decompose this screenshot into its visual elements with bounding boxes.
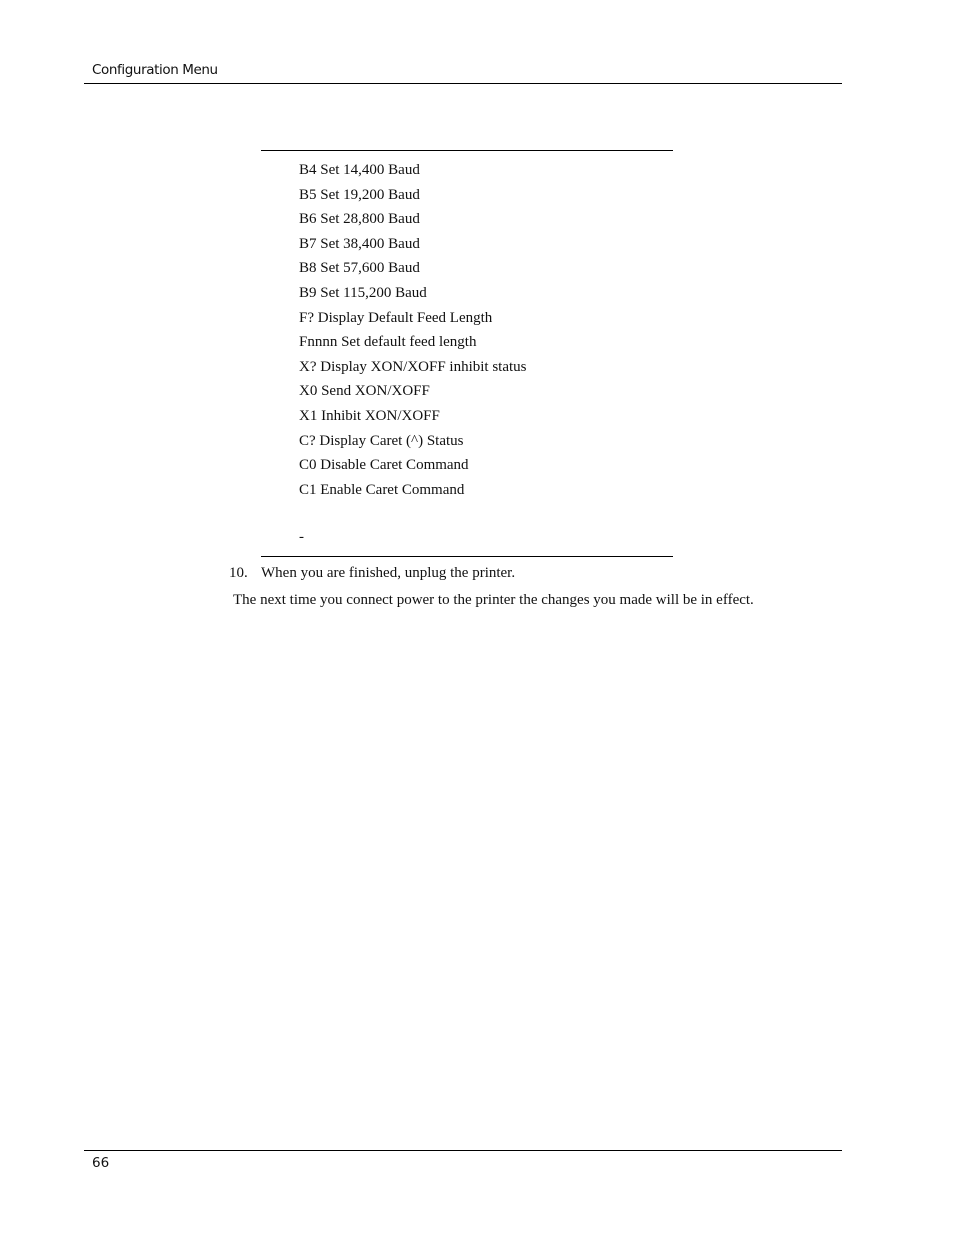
command-item: C? Display Caret (^) Status (299, 432, 464, 449)
command-item: B7 Set 38,400 Baud (299, 235, 420, 252)
command-item: C1 Enable Caret Command (299, 481, 465, 498)
command-item: C0 Disable Caret Command (299, 457, 469, 474)
command-item: F? Display Default Feed Length (299, 309, 493, 326)
command-box-bottom-rule (261, 556, 673, 557)
command-item: X1 Inhibit XON/XOFF (299, 407, 440, 424)
command-box-top-rule (261, 150, 673, 151)
instruction-step (229, 565, 515, 582)
command-item: Fnnnn Set default feed length (299, 334, 477, 351)
step-text: When you are finished, unplug the printer. (261, 565, 516, 581)
page-number: 66 (92, 1155, 110, 1171)
command-item: B4 Set 14,400 Baud (299, 162, 420, 178)
command-item: B9 Set 115,200 Baud (299, 284, 427, 301)
effect-note: The next time you connect power to the printer the changes you made will be in effect. (233, 592, 754, 608)
command-item: B6 Set 28,800 Baud (299, 211, 420, 228)
command-item: X? Display XON/XOFF inhibit status (299, 358, 527, 375)
command-item: B5 Set 19,200 Baud (299, 186, 420, 203)
command-item: X0 Send XON/XOFF (299, 383, 430, 400)
running-header-title: Configuration Menu (92, 62, 218, 78)
command-list (299, 159, 527, 503)
trailing-dash: - (299, 529, 304, 545)
command-item: B8 Set 57,600 Baud (299, 260, 420, 277)
step-number: 10. (229, 565, 248, 581)
footer-divider (84, 1150, 842, 1151)
header-divider (84, 83, 842, 84)
